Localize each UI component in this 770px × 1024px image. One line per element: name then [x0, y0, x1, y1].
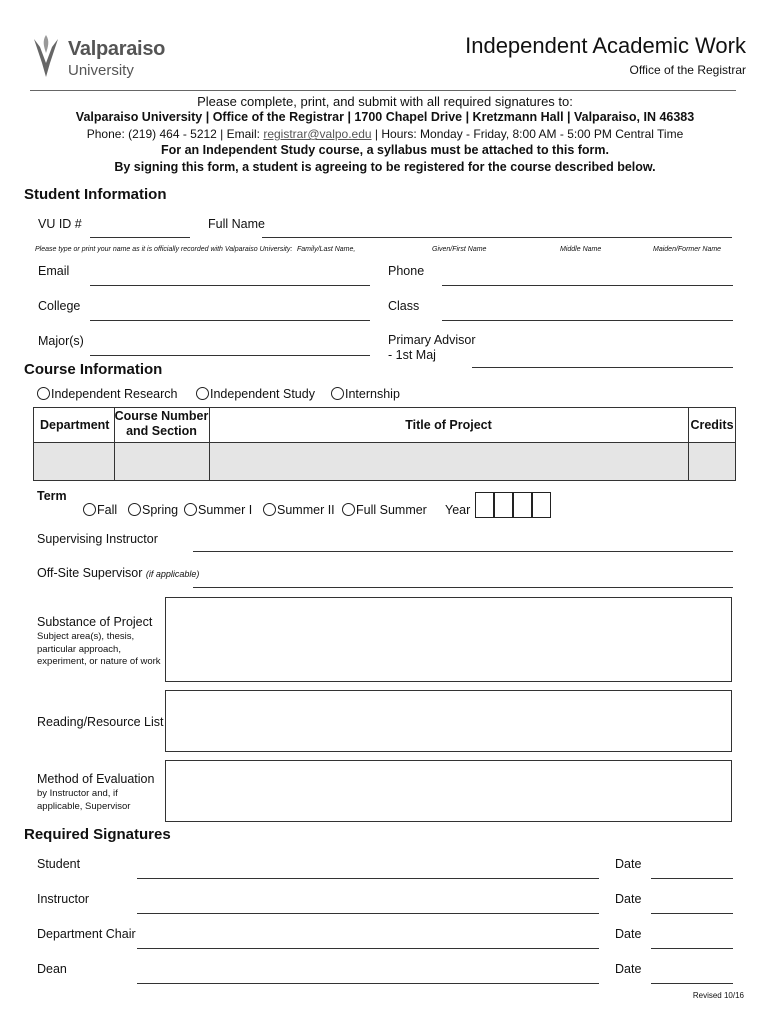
- name-part-maiden: Maiden/Former Name: [653, 246, 722, 253]
- full-name-field[interactable]: [262, 237, 732, 238]
- department-chair-signature-label: Department Chair: [37, 927, 136, 941]
- reading-list-textbox[interactable]: [165, 690, 732, 752]
- supervising-instructor-label: Supervising Instructor: [37, 532, 158, 546]
- header-divider: [30, 90, 736, 91]
- dean-date-field[interactable]: [651, 983, 733, 984]
- majors-field[interactable]: [90, 355, 370, 356]
- dean-signature-label: Dean: [37, 962, 67, 976]
- department-chair-signature-field[interactable]: [137, 948, 599, 949]
- reading-list-label: Reading/Resource List: [37, 715, 164, 729]
- dean-signature-field[interactable]: [137, 983, 599, 984]
- substance-label: Substance of Project: [37, 615, 153, 629]
- intro-line-1: Please complete, print, and submit with all required signatures to:: [197, 94, 573, 109]
- valparaiso-shield-icon: [30, 33, 62, 79]
- majors-label: Major(s): [38, 334, 84, 348]
- logo-sub: University: [68, 62, 134, 79]
- instructor-signature-label: Instructor: [37, 892, 90, 906]
- revised-note: Revised 10/16: [692, 991, 744, 1000]
- intro-hours: | Hours: Monday - Friday, 8:00 AM - 5:00 PM Central Time: [374, 127, 684, 141]
- method-of-evaluation-textbox[interactable]: [165, 760, 732, 822]
- advisor-label: [388, 333, 476, 363]
- intro-contact: [0, 127, 770, 141]
- method-of-evaluation-label: Method of Evaluation: [37, 772, 155, 786]
- instructor-date-label: Date: [615, 892, 642, 906]
- header-credits: Credits: [690, 418, 734, 432]
- year-digit-2[interactable]: [494, 492, 513, 518]
- header-course-number: Course Number and Section: [114, 409, 209, 438]
- instructor-date-field[interactable]: [651, 913, 733, 914]
- phone-field[interactable]: [442, 285, 733, 286]
- full-name-label: Full Name: [208, 217, 265, 231]
- term-fall-radio[interactable]: Fall: [83, 503, 117, 517]
- phone-label: Phone: [388, 264, 425, 278]
- term-full-summer-radio[interactable]: Full Summer: [342, 503, 427, 517]
- student-info-heading: Student Information: [24, 186, 167, 203]
- header-title-of-project: Title of Project: [405, 418, 492, 432]
- intro-phone: Phone: (219) 464 - 5212 | Email:: [86, 127, 260, 141]
- header-department: Department: [40, 418, 110, 432]
- intro-syllabus-note: For an Independent Study course, a syllabus must be attached to this form.: [161, 143, 609, 157]
- course-table-row-divider: [33, 442, 736, 443]
- advisor-label-line-2: - 1st Maj: [388, 348, 436, 362]
- year-digit-4[interactable]: [532, 492, 551, 518]
- department-chair-date-field[interactable]: [651, 948, 733, 949]
- year-digit-1[interactable]: [475, 492, 494, 518]
- name-instruction: Please type or print your name as it is officially recorded with Valparaiso University:: [35, 246, 293, 253]
- offsite-note: (if applicable): [145, 569, 200, 579]
- course-type-options: [37, 387, 400, 401]
- student-signature-label: Student: [37, 857, 81, 871]
- term-summer2-radio[interactable]: Summer II: [263, 503, 335, 517]
- term-spring-radio[interactable]: Spring: [128, 503, 178, 517]
- instructor-signature-field[interactable]: [137, 913, 599, 914]
- substance-note: Subject area(s), thesis, particular approach, experiment, or nature of work: [37, 631, 161, 667]
- page-title: Independent Academic Work: [465, 33, 746, 58]
- method-note: by Instructor and, if applicable, Supervisor: [37, 788, 131, 812]
- offsite-supervisor-field[interactable]: [193, 587, 733, 588]
- offsite-supervisor-label: Off-Site Supervisor (if applicable): [37, 566, 200, 580]
- logo-name: Valparaiso: [68, 38, 166, 60]
- advisor-field[interactable]: [472, 367, 733, 368]
- email-label: Email: [38, 264, 70, 278]
- college-field[interactable]: [90, 320, 370, 321]
- email-field[interactable]: [90, 285, 370, 286]
- dean-date-label: Date: [615, 962, 642, 976]
- student-date-field[interactable]: [651, 878, 733, 879]
- university-logo: [30, 33, 166, 83]
- class-label: Class: [388, 299, 420, 313]
- class-field[interactable]: [442, 320, 733, 321]
- year-label: Year: [445, 503, 471, 517]
- advisor-label-line-1: Primary Advisor: [388, 333, 476, 347]
- vu-id-field[interactable]: [90, 237, 190, 238]
- internship-radio[interactable]: Internship: [331, 387, 400, 401]
- term-label: Term: [37, 489, 67, 503]
- department-chair-date-label: Date: [615, 927, 642, 941]
- student-signature-field[interactable]: [137, 878, 599, 879]
- vu-id-label: VU ID #: [38, 217, 82, 231]
- term-summer1-radio[interactable]: Summer I: [184, 503, 252, 517]
- year-digit-3[interactable]: [513, 492, 532, 518]
- substance-textbox[interactable]: [165, 597, 732, 682]
- intro-agreement-note: By signing this form, a student is agreeing to be registered for the course described below.: [114, 160, 656, 174]
- course-table-data-row[interactable]: [34, 443, 735, 480]
- independent-study-radio[interactable]: Independent Study: [196, 387, 315, 401]
- student-date-label: Date: [615, 857, 642, 871]
- registrar-email-link[interactable]: registrar@valpo.edu: [263, 127, 372, 141]
- college-label: College: [38, 299, 81, 313]
- intro-address: Valparaiso University | Office of the Registrar | 1700 Chapel Drive | Kretzmann Hall | Valparaiso, IN 46383: [75, 110, 695, 124]
- name-part-first: Given/First Name: [432, 246, 487, 253]
- name-part-last: Family/Last Name,: [297, 246, 356, 253]
- course-info-heading: Course Information: [24, 361, 163, 378]
- page-subtitle: Office of the Registrar: [629, 63, 746, 77]
- supervising-instructor-field[interactable]: [193, 551, 733, 552]
- signatures-heading: Required Signatures: [24, 826, 171, 843]
- name-part-middle: Middle Name: [560, 246, 602, 253]
- independent-research-radio[interactable]: Independent Research: [37, 387, 177, 401]
